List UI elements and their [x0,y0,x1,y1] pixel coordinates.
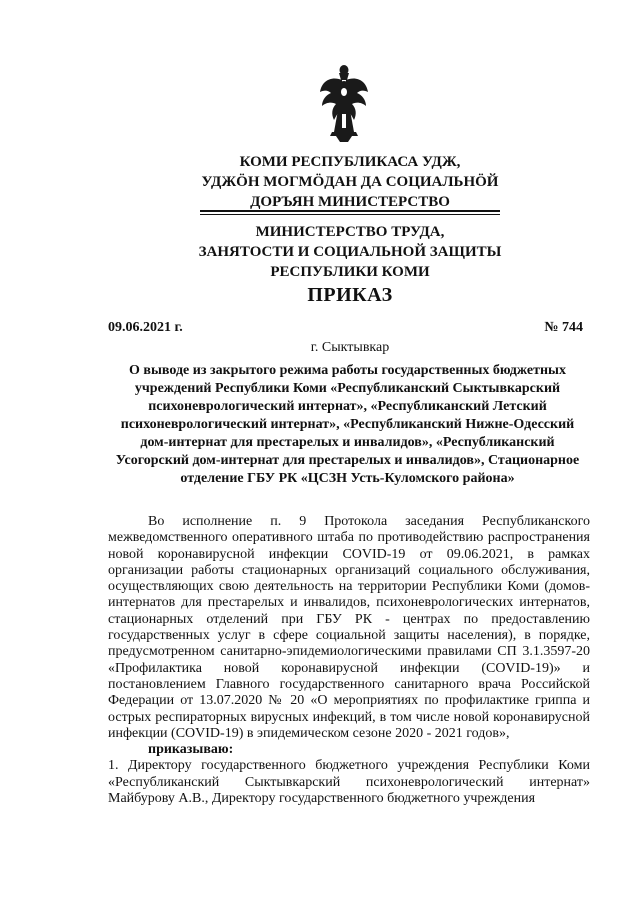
ministry-name-komi-line: УДЖӦН МОГМӦДАН ДА СОЦИАЛЬНӦЙ [201,174,499,190]
ministry-name-russian-line: ЗАНЯТОСТИ И СОЦИАЛЬНОЙ ЗАЩИТЫ [198,244,502,260]
document-date: 09.06.2021 г. [108,320,183,335]
ministry-name-komi-line: КОМИ РЕСПУБЛИКАСА УДЖ, [239,154,461,170]
body-paragraph: Во исполнение п. 9 Протокола заседания Республиканского межведомственного оперативного штаба по противодействию распространения новой коронавирусной инфекции COVID-19 от 09.06.2021, в рамках организации работы стационарных организаций социального обслуживания, осуществляющих свою деятельность на территории Республики Коми (домов-интернатов для престарелых и инвалидов, психоневрологических интернатов, стационарных отделений при ГБУ РК - центрах по предоставлению государственных услуг в сфере социальной защиты населения), в порядке, предусмотренном санитарно-эпидемиологическими правилами СП 3.1.3597-20 «Профилактика новой коронавирусной инфекции (COVID-19)» и постановлением Главного государственного санитарного врача Российской Федерации от 13.07.2020 № 20 «О мероприятиях по профилактике гриппа и острых респираторных вирусных инфекций, в том числе новой коронавирусной инфекции (COVID-19) в эпидемическом сезоне 2020 - 2021 годов», [108,514,590,741]
document-body [108,514,590,807]
order-item-1: 1. Директору государственного бюджетного учреждения Республики Коми «Республиканский Сыктывкарский психоневрологический интернат» Майбурову А.В., Директору государственного бюджетного учреждения [108,758,590,807]
ministry-name-komi-line: ДОРЪЯН МИНИСТЕРСТВО [250,194,450,210]
ministry-name-russian-line: МИНИСТЕРСТВО ТРУДА, [255,224,445,240]
document-city: г. Сыктывкар [310,340,390,355]
ministry-name-russian-line: РЕСПУБЛИКИ КОМИ [270,264,430,280]
header-divider [200,210,500,212]
coat-of-arms-icon [318,62,370,144]
document-number: № 744 [544,320,583,335]
order-word: приказываю: [148,742,234,758]
header-divider-thin [200,214,500,215]
ministry-name-russian [150,222,550,282]
document-subject: О выводе из закрытого режима работы государственных бюджетных учреждений Республики Коми «Республиканский Сыктывкарский психоневрологический интернат», «Республиканский Летский психоневрологический интернат», «Республиканский Нижне-Одесский дом-интернат для престарелых и инвалидов», «Республиканский Усогорский дом-интернат для престарелых и инвалидов», Стационарное отделение ГБУ РК «ЦСЗН Усть-Куломского района» [115,363,580,486]
document-title: ПРИКАЗ [307,284,393,306]
ministry-name-komi [150,152,550,212]
